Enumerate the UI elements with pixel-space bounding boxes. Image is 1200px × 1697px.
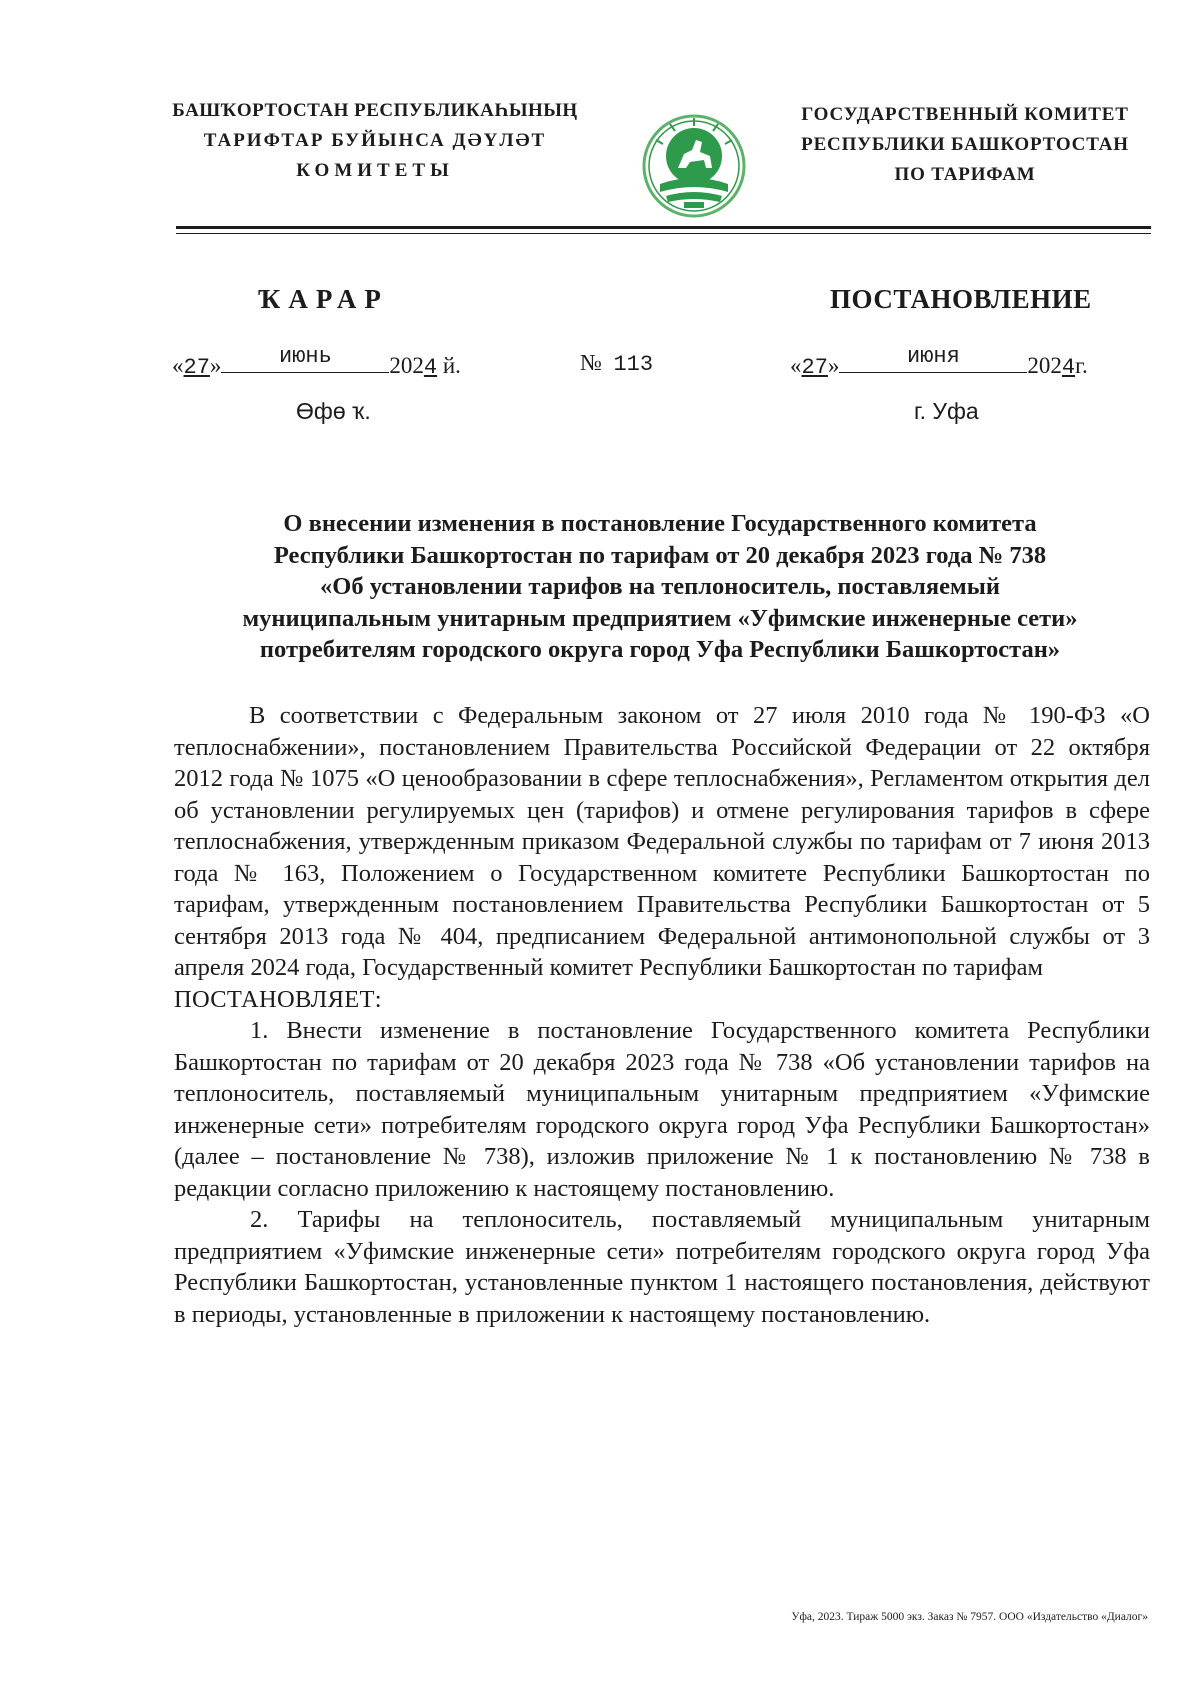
- city-russian: г. Уфа: [914, 398, 979, 424]
- city-bashkir: Өфө ҡ.: [296, 398, 371, 424]
- date-left: [172, 344, 461, 383]
- item-2-paragraph: 2. Тарифы на теплоноситель, поставляемый муниципальным унитарным предприятием «Уфимские инженерные сети» потребителям городского округа город Уфа Республики Башкортостан, установленные пунктом 1 настоящего постановления, действуют в периоды, установленные в приложении к настоящему постановлению.: [174, 1206, 1150, 1328]
- decree-title-line: О внесении изменения в постановление Государственного комитета: [283, 510, 1037, 537]
- item-1-paragraph: 1. Внести изменение в постановление Государственного комитета Республики Башкортостан по тарифам от 20 декабря 2023 года № 738 «Об установлении тарифов на теплоноситель, поставляемый муниципальным унитарным предприятием «Уфимские инженерные сети» потребителям городского округа город Уфа Республики Башкортостан» (далее – постановление № 738), изложив приложение № 1 к постановлению № 738 в редакции согласно приложению к настоящему постановлению.: [174, 1017, 1150, 1202]
- date-left-day: 27: [183, 355, 210, 380]
- doc-type-bashkir: ҠАРАР: [258, 284, 389, 314]
- date-left-month: июнь: [279, 344, 332, 369]
- issuer-name-russian-line-1: ГОСУДАРСТВЕННЫЙ КОМИТЕТ: [801, 104, 1129, 125]
- issuer-name-russian-line-3: ПО ТАРИФАМ: [894, 164, 1036, 185]
- decree-number-value: 113: [613, 352, 654, 377]
- issuer-name-bashkir-line-2: ТАРИФТАР БУЙЫНСА ДӘҮЛӘТ: [203, 130, 547, 151]
- date-right-open-quote: «: [790, 353, 802, 378]
- date-left-close-quote: »: [209, 353, 222, 378]
- issuer-name-russian: [780, 100, 1150, 190]
- decree-body: [174, 700, 1150, 1330]
- decree-title-line: потребителям городского округа город Уфа Республики Башкортостан»: [259, 636, 1061, 663]
- decree-title-line: муниципальным унитарным предприятием «Уфимские инженерные сети»: [242, 604, 1078, 632]
- date-right-year-prefix: 202: [1027, 353, 1062, 378]
- doc-type-russian: ПОСТАНОВЛЕНИЕ: [830, 284, 1092, 314]
- date-left-year-suffix: й.: [437, 353, 461, 378]
- header-divider-thin: [176, 233, 1151, 234]
- printing-imprint: Уфа, 2023. Тираж 5000 экз. Заказ № 7957. ООО «Издательство «Диалог»: [791, 1611, 1148, 1623]
- preamble-paragraph: В соответствии с Федеральным законом от 27 июля 2010 года № 190-ФЗ «О теплоснабжении», постановлением Правительства Российской Федерации от 22 октября 2012 года № 1075 «О ценообразовании в сфере теплоснабжения», Регламентом открытия дел об установлении регулируемых цен (тарифов) и отмене регулирования тарифов в сфере теплоснабжения, утвержденным приказом Федеральной службы по тарифам от 7 июня 2013 года № 163, Положением о Государственном комитете Республики Башкортостан по тарифам, утвержденным постановлением Правительства Республики Башкортостан от 5 сентября 2013 года № 404, предписанием Федеральной антимонопольной службы от 3 апреля 2024 года, Государственный комитет Республики Башкортостан по тарифам: [174, 702, 1150, 981]
- date-left-open-quote: «: [172, 353, 184, 378]
- decree-title-line: «Об установлении тарифов на теплоноситель, поставляемый: [320, 573, 1000, 600]
- issuer-name-russian-line-2: РЕСПУБЛИКИ БАШКОРТОСТАН: [801, 134, 1129, 155]
- issuer-name-bashkir-line-1: БАШҠОРТОСТАН РЕСПУБЛИКАҺЫНЫҢ: [172, 100, 578, 121]
- issuer-name-bashkir-line-3: КОМИТЕТЫ: [296, 160, 454, 181]
- date-right-year-suffix: г.: [1075, 353, 1088, 378]
- decree-title: [170, 508, 1150, 666]
- header-divider-thick: [176, 226, 1151, 229]
- date-left-year-prefix: 202: [389, 353, 424, 378]
- date-right: [790, 344, 1088, 383]
- issuer-name-bashkir: [160, 96, 590, 186]
- decree-number-label: №: [580, 350, 602, 375]
- resolves-heading: ПОСТАНОВЛЯЕТ:: [174, 985, 382, 1013]
- decree-number: [580, 348, 653, 380]
- date-right-close-quote: »: [827, 353, 840, 378]
- bashkortostan-coat-of-arms-icon: [640, 110, 748, 222]
- date-left-year-digit: 4: [423, 355, 438, 380]
- date-right-month: июня: [907, 344, 960, 369]
- date-right-day: 27: [801, 355, 828, 380]
- decree-title-line: Республики Башкортостан по тарифам от 20 декабря 2023 года № 738: [273, 541, 1047, 569]
- date-right-year-digit: 4: [1061, 355, 1076, 380]
